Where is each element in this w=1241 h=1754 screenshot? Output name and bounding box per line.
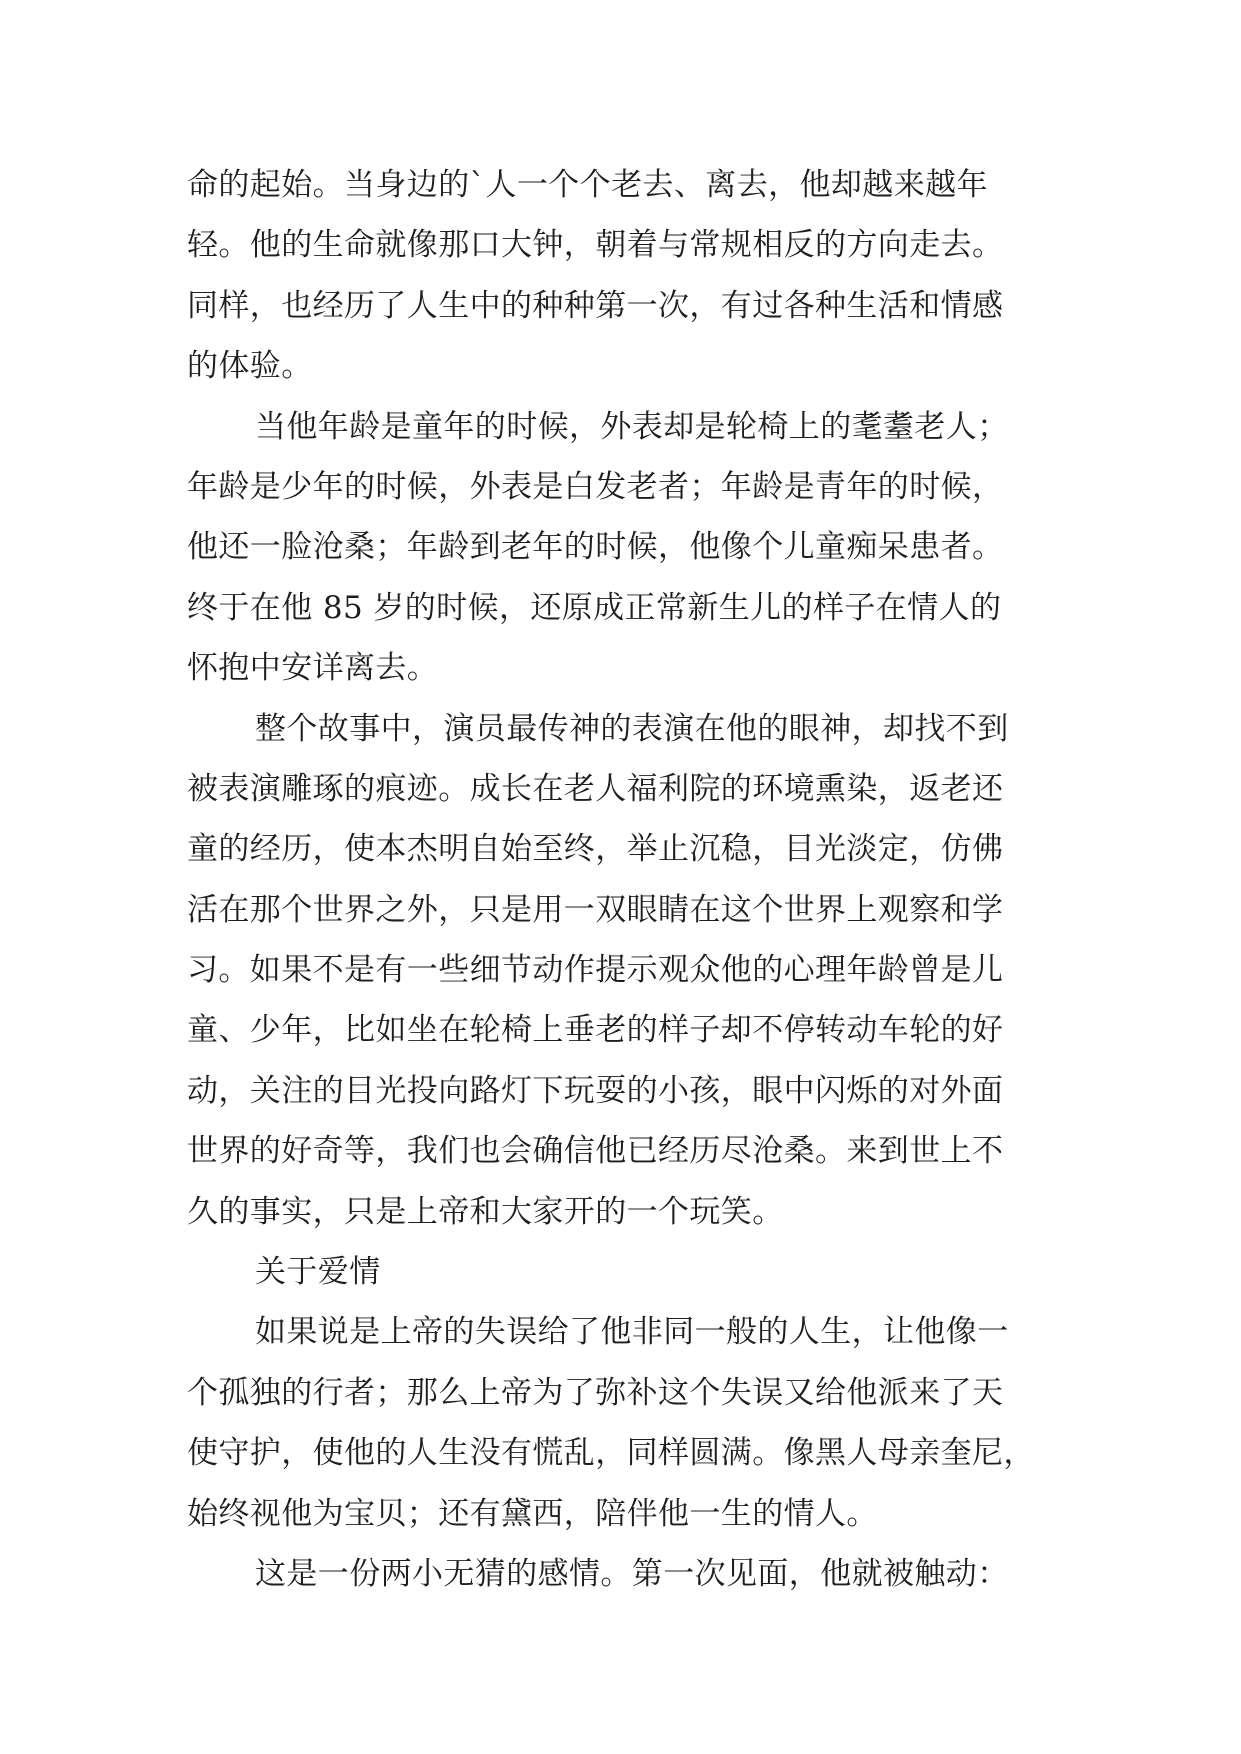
text-line: 使守护，使他的人生没有慌乱，同样圆满。像黑人母亲奎尼，: [187, 1435, 1035, 1472]
text-line: 这是一份两小无猜的感情。第一次见面，他就被触动：: [255, 1555, 1009, 1592]
body-text: [187, 155, 1067, 1604]
text-line: 久的事实，只是上帝和大家开的一个玩笑。: [187, 1193, 784, 1230]
text-line: 被表演雕琢的痕迹。成长在老人福利院的环境熏染，返老还: [187, 770, 1004, 807]
text-line: 个孤独的行者；那么上帝为了弥补这个失误又给他派来了天: [187, 1374, 1004, 1411]
text-line: 终于在他 85 岁的时候，还原成正常新生儿的样子在情人的: [187, 589, 1002, 626]
text-line: 命的起始。当身边的`人一个个老去、离去，他却越来越年: [187, 167, 988, 203]
text-line: 动，关注的目光投向路灯下玩耍的小孩，眼中闪烁的对外面: [187, 1072, 1004, 1109]
text-line: 始终视他为宝贝；还有黛西，陪伴他一生的情人。: [187, 1495, 878, 1532]
text-line: 他还一脸沧桑；年龄到老年的时候，他像个儿童痴呆患者。: [187, 529, 1004, 566]
text-line: 童的经历，使本杰明自始至终，举止沉稳，目光淡定，仿佛: [187, 831, 1004, 868]
section-heading: 关于爱情: [255, 1254, 381, 1291]
text-line: 同样，也经历了人生中的种种第一次，有过各种生活和情感: [187, 287, 1004, 324]
text-line: 的体验。: [187, 348, 313, 385]
text-line: 怀抱中安详离去。: [187, 650, 439, 687]
text-line: 年龄是少年的时候，外表是白发老者；年龄是青年的时候，: [187, 468, 1004, 505]
text-line: 活在那个世界之外，只是用一双眼睛在这个世界上观察和学: [187, 891, 1004, 928]
text-line: 习。如果不是有一些细节动作提示观众他的心理年龄曾是儿: [187, 952, 1004, 989]
text-line: 当他年龄是童年的时候，外表却是轮椅上的耄耋老人；: [255, 408, 1009, 445]
text-line: 如果说是上帝的失误给了他非同一般的人生，让他像一: [255, 1314, 1009, 1351]
text-line: 童、少年，比如坐在轮椅上垂老的样子却不停转动车轮的好: [187, 1012, 1004, 1049]
text-line: 整个故事中，演员最传神的表演在他的眼神，却找不到: [255, 710, 1009, 747]
text-line: 轻。他的生命就像那口大钟，朝着与常规相反的方向走去。: [187, 227, 1004, 264]
text-line: 世界的好奇等，我们也会确信他已经历尽沧桑。来到世上不: [187, 1133, 1004, 1170]
